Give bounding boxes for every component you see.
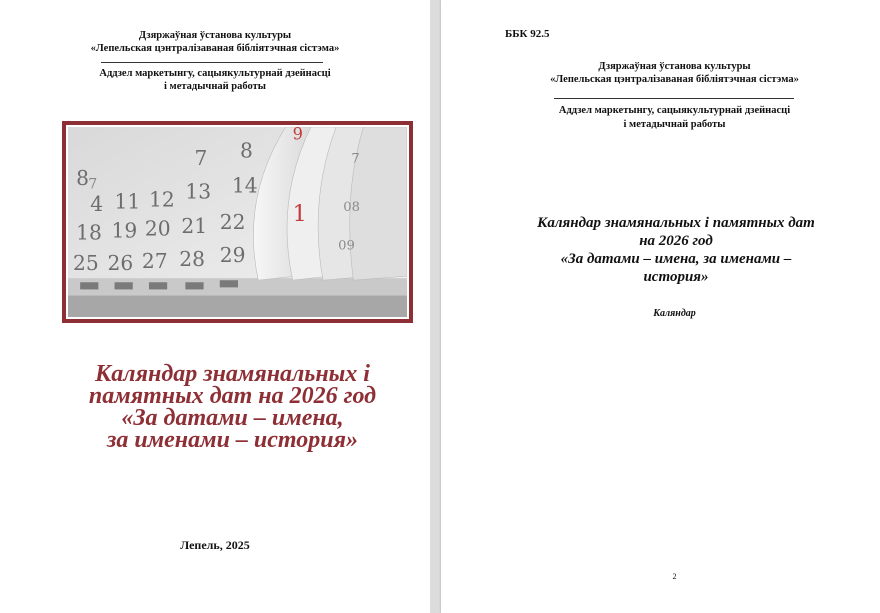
calendar-number: 19 [111,218,138,243]
calendar-number: 28 [179,246,206,271]
cover-title-line: Каляндар знамянальных і [95,361,370,387]
calendar-photo [66,125,409,319]
title-page [441,0,880,613]
calendar-number: 8 [240,138,253,163]
calendar-number: 12 [148,187,175,212]
document-title [461,214,880,286]
page-gutter [430,0,441,613]
calendar-number: 27 [141,248,168,273]
calendar-number: 20 [144,216,171,241]
calendar-number: 21 [181,214,208,239]
place-and-year: Лепель, 2025 [180,538,250,552]
calendar-number: 4 [90,191,104,216]
calendar-illustration [68,127,407,317]
cover-title-line: «За датами – имена, [121,405,344,431]
calendar-number: 18 [76,220,102,245]
calendar-number: 13 [185,179,212,204]
calendar-number: 25 [73,250,99,276]
calendar-number: 22 [219,210,246,235]
cover-title-line: за именами – история» [107,427,358,453]
department-name-line1: Аддзел маркетынгу, сацыякультурнай дзейнасці [99,68,331,79]
calendar-number: 26 [107,250,134,276]
department-name-line1: Аддзел маркетынгу, сацыякультурнай дзейнасці [558,105,791,116]
calendar-number: 14 [231,173,258,198]
cover-image-frame [62,121,413,323]
cover-page [0,0,430,613]
document-title-line: на 2026 год [639,233,713,249]
document-title-line: «За датами – имена, за именами – [560,251,792,267]
cover-title [40,363,425,451]
document-type: Каляндар [653,308,696,319]
calendar-number: 08 [343,199,360,215]
document-title-line: история» [643,269,709,285]
calendar-number: 11 [114,189,141,214]
institution-name-line1: Дзяржаўная ўстанова культуры [138,30,292,41]
page-number: 2 [672,572,677,581]
bbk-code: ББК 92.5 [505,28,550,40]
calendar-number: 09 [338,238,355,254]
calendar-number: 8 [76,166,89,191]
institution-name-line2: «Лепельская цэнтралізаваная бібліятэчная сістэма» [550,74,799,85]
separator-line [101,62,323,63]
calendar-number: 9 [292,127,303,144]
institution-name-line1: Дзяржаўная ўстанова культуры [598,61,751,72]
separator-line [554,98,794,99]
calendar-number: 1 [292,200,307,228]
calendar-number: 7 [88,176,98,193]
calendar-number: 29 [219,242,246,267]
department-name-line2: і метадычнай работы [623,119,726,130]
institution-name-line2: «Лепельская цэнтралізаваная бібліятэчная сістэма» [90,43,340,54]
calendar-number: 7 [351,151,360,167]
department-name-line2: і метадычнай работы [164,81,266,92]
document-title-line: Каляндар знамянальных і памятных дат [537,215,815,231]
calendar-number: 7 [194,145,208,170]
cover-title-line: памятных дат на 2026 год [88,383,377,409]
